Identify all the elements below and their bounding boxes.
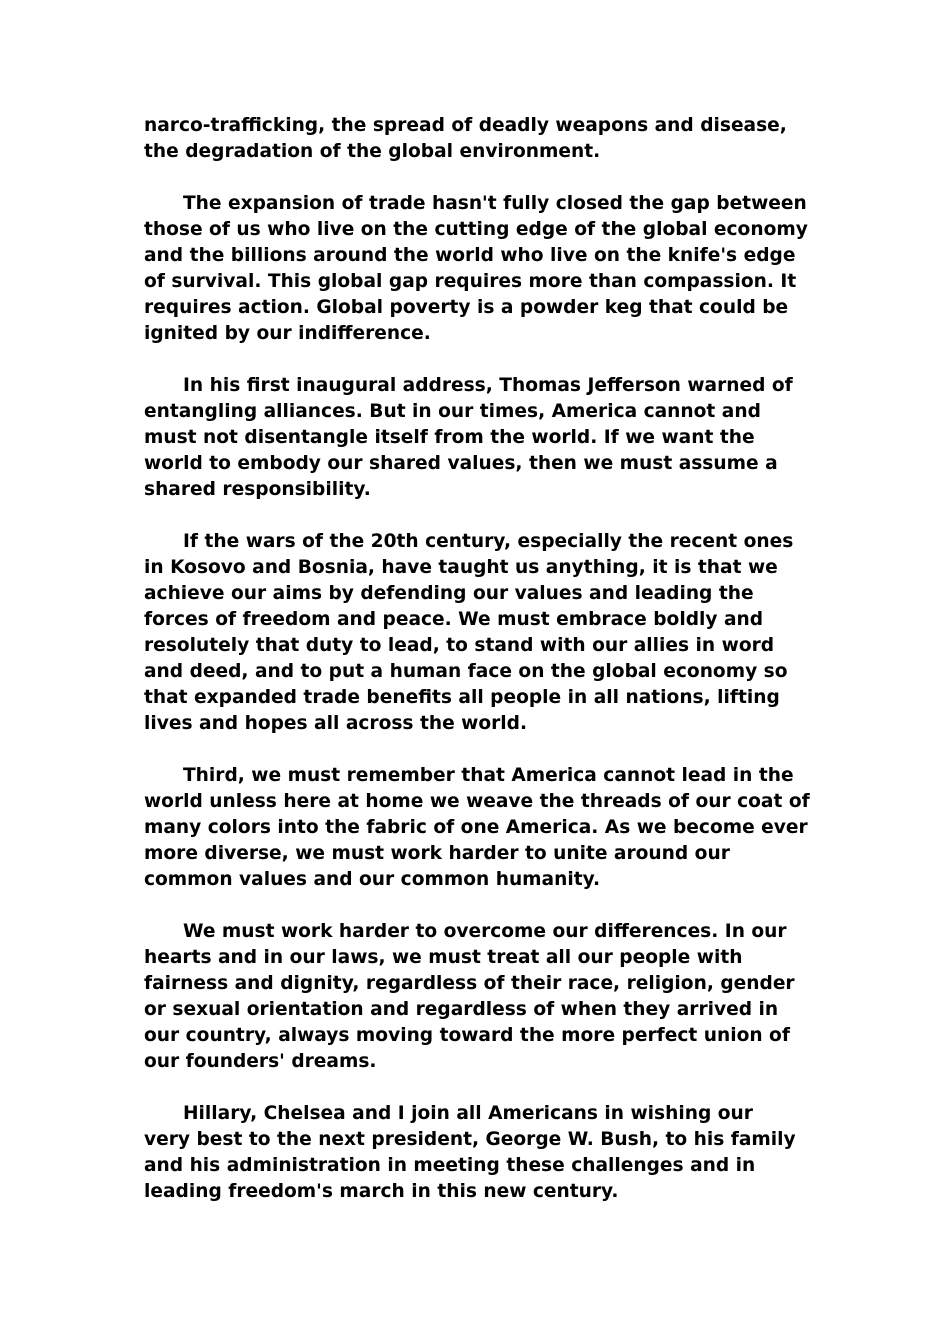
paragraph-differences: We must work harder to overcome our differences. In our hearts and in our laws, we must treat all our people with fairness and dignity, regardless of their race, religion, gender or sexual orientation and regardless of when they arrived in our country, always moving toward the more perfect union of our founders' dreams. bbox=[144, 921, 795, 1072]
paragraph-global-gap: The expansion of trade hasn't fully closed the gap between those of us who live on the cutting edge of the global economy and the billions around the world who live on the knife's edge of survival. This global gap requires more than compassion. It requires action. Global poverty is a powder keg that could be ignited by our indifference. bbox=[144, 193, 808, 344]
paragraph-continuation: narco-trafficking, the spread of deadly weapons and disease, the degradation of the global environment. bbox=[144, 115, 787, 162]
paragraph-jefferson: In his first inaugural address, Thomas Jefferson warned of entangling alliances. But in our times, America cannot and must not disentangle itself from the world. If we want the world to embody our shared values, then we must assume a shared responsibility. bbox=[144, 375, 793, 500]
paragraph-closing-wishes: Hillary, Chelsea and I join all Americans in wishing our very best to the next president, George W. Bush, to his family and his administration in meeting these challenges and in leading freedom's march in this new century. bbox=[144, 1103, 796, 1202]
paragraph-wars-20th-century: If the wars of the 20th century, especially the recent ones in Kosovo and Bosnia, have taught us anything, it is that we achieve our aims by defending our values and leading the forces of freedom and peace. We must embrace boldly and resolutely that duty to lead, to stand with our allies in word and deed, and to put a human face on the global economy so that expanded trade benefits all people in all nations, lifting lives and hopes all across the world. bbox=[144, 531, 794, 734]
paragraph-one-america: Third, we must remember that America cannot lead in the world unless here at home we weave the threads of our coat of many colors into the fabric of one America. As we become ever more diverse, we must work harder to unite around our common values and our common humanity. bbox=[144, 765, 810, 890]
speech-text-body bbox=[144, 113, 814, 1231]
